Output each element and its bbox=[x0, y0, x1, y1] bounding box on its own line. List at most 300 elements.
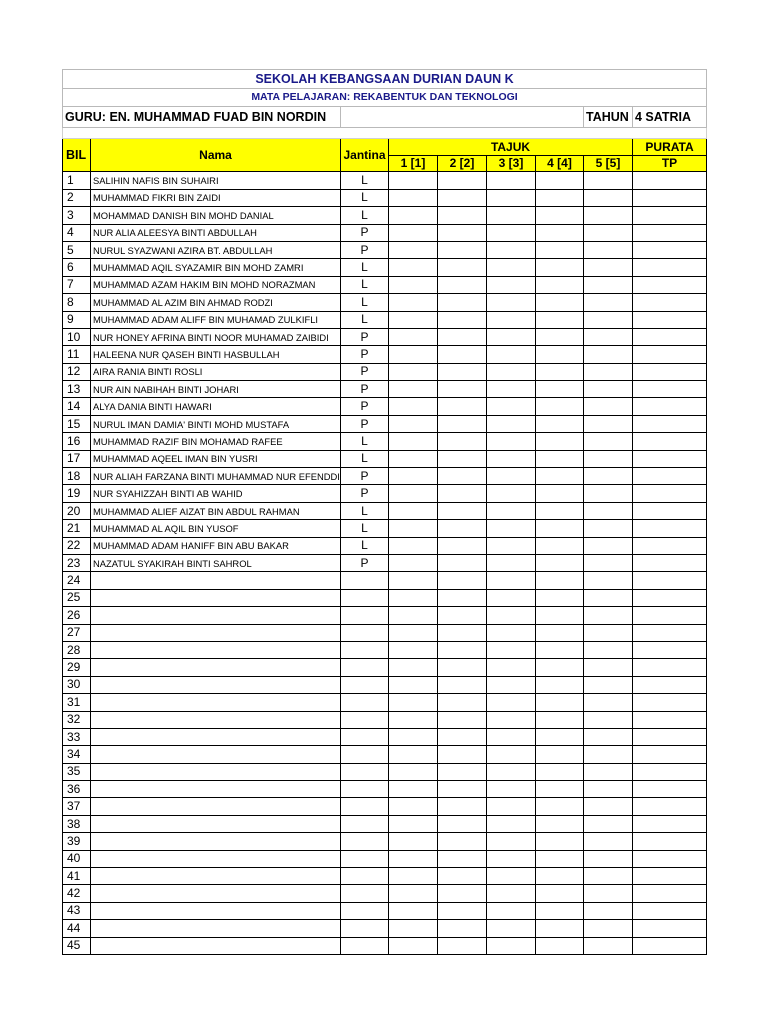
score-cell-tajuk-5[interactable] bbox=[584, 172, 633, 189]
score-cell-purata[interactable] bbox=[633, 902, 707, 919]
score-cell-tajuk-3[interactable] bbox=[487, 781, 536, 798]
score-cell-tajuk-1[interactable] bbox=[389, 328, 438, 345]
score-cell-tajuk-3[interactable] bbox=[487, 763, 536, 780]
score-cell-tajuk-4[interactable] bbox=[536, 468, 584, 485]
score-cell-tajuk-1[interactable] bbox=[389, 485, 438, 502]
score-cell-tajuk-3[interactable] bbox=[487, 381, 536, 398]
score-cell-tajuk-4[interactable] bbox=[536, 294, 584, 311]
score-cell-tajuk-5[interactable] bbox=[584, 868, 633, 885]
student-gender[interactable] bbox=[341, 624, 389, 641]
score-cell-tajuk-3[interactable] bbox=[487, 589, 536, 606]
student-name[interactable] bbox=[91, 885, 341, 902]
score-cell-tajuk-3[interactable] bbox=[487, 224, 536, 241]
score-cell-tajuk-3[interactable] bbox=[487, 833, 536, 850]
score-cell-tajuk-5[interactable] bbox=[584, 694, 633, 711]
score-cell-tajuk-3[interactable] bbox=[487, 241, 536, 258]
score-cell-tajuk-5[interactable] bbox=[584, 572, 633, 589]
score-cell-tajuk-4[interactable] bbox=[536, 259, 584, 276]
student-name[interactable] bbox=[91, 833, 341, 850]
score-cell-tajuk-4[interactable] bbox=[536, 398, 584, 415]
student-name[interactable]: HALEENA NUR QASEH BINTI HASBULLAH bbox=[91, 346, 341, 363]
score-cell-tajuk-2[interactable] bbox=[438, 589, 487, 606]
score-cell-purata[interactable] bbox=[633, 468, 707, 485]
student-name[interactable] bbox=[91, 607, 341, 624]
student-name[interactable] bbox=[91, 589, 341, 606]
score-cell-tajuk-2[interactable] bbox=[438, 537, 487, 554]
score-cell-purata[interactable] bbox=[633, 572, 707, 589]
score-cell-tajuk-4[interactable] bbox=[536, 920, 584, 937]
score-cell-tajuk-2[interactable] bbox=[438, 468, 487, 485]
score-cell-purata[interactable] bbox=[633, 502, 707, 519]
score-cell-tajuk-5[interactable] bbox=[584, 554, 633, 571]
student-name[interactable]: AIRA RANIA BINTI ROSLI bbox=[91, 363, 341, 380]
score-cell-tajuk-1[interactable] bbox=[389, 728, 438, 745]
score-cell-tajuk-3[interactable] bbox=[487, 659, 536, 676]
score-cell-tajuk-2[interactable] bbox=[438, 676, 487, 693]
student-name[interactable]: MUHAMMAD AL AQIL BIN YUSOF bbox=[91, 520, 341, 537]
student-name[interactable] bbox=[91, 937, 341, 954]
score-cell-purata[interactable] bbox=[633, 415, 707, 432]
student-gender[interactable]: L bbox=[341, 276, 389, 293]
score-cell-tajuk-2[interactable] bbox=[438, 607, 487, 624]
row-number[interactable]: 26 bbox=[63, 607, 91, 624]
student-gender[interactable]: P bbox=[341, 224, 389, 241]
score-cell-tajuk-3[interactable] bbox=[487, 346, 536, 363]
student-name[interactable]: MUHAMMAD ADAM HANIFF BIN ABU BAKAR bbox=[91, 537, 341, 554]
score-cell-tajuk-5[interactable] bbox=[584, 398, 633, 415]
score-cell-tajuk-4[interactable] bbox=[536, 381, 584, 398]
score-cell-tajuk-3[interactable] bbox=[487, 189, 536, 206]
student-gender[interactable]: L bbox=[341, 450, 389, 467]
score-cell-tajuk-2[interactable] bbox=[438, 694, 487, 711]
score-cell-tajuk-5[interactable] bbox=[584, 746, 633, 763]
score-cell-tajuk-1[interactable] bbox=[389, 798, 438, 815]
score-cell-purata[interactable] bbox=[633, 763, 707, 780]
score-cell-tajuk-1[interactable] bbox=[389, 241, 438, 258]
score-cell-tajuk-4[interactable] bbox=[536, 241, 584, 258]
score-cell-tajuk-2[interactable] bbox=[438, 328, 487, 345]
score-cell-tajuk-5[interactable] bbox=[584, 433, 633, 450]
student-gender[interactable]: L bbox=[341, 502, 389, 519]
score-cell-tajuk-5[interactable] bbox=[584, 311, 633, 328]
score-cell-tajuk-2[interactable] bbox=[438, 641, 487, 658]
score-cell-tajuk-3[interactable] bbox=[487, 676, 536, 693]
score-cell-tajuk-5[interactable] bbox=[584, 607, 633, 624]
student-name[interactable] bbox=[91, 798, 341, 815]
score-cell-tajuk-1[interactable] bbox=[389, 781, 438, 798]
row-number[interactable]: 35 bbox=[63, 763, 91, 780]
row-number[interactable]: 24 bbox=[63, 572, 91, 589]
score-cell-tajuk-1[interactable] bbox=[389, 833, 438, 850]
row-number[interactable]: 14 bbox=[63, 398, 91, 415]
score-cell-tajuk-5[interactable] bbox=[584, 259, 633, 276]
score-cell-tajuk-1[interactable] bbox=[389, 520, 438, 537]
score-cell-tajuk-5[interactable] bbox=[584, 937, 633, 954]
score-cell-tajuk-1[interactable] bbox=[389, 885, 438, 902]
row-number[interactable]: 38 bbox=[63, 815, 91, 832]
score-cell-tajuk-1[interactable] bbox=[389, 276, 438, 293]
score-cell-tajuk-2[interactable] bbox=[438, 937, 487, 954]
student-gender[interactable] bbox=[341, 937, 389, 954]
score-cell-tajuk-5[interactable] bbox=[584, 294, 633, 311]
score-cell-purata[interactable] bbox=[633, 676, 707, 693]
student-gender[interactable]: P bbox=[341, 363, 389, 380]
score-cell-tajuk-1[interactable] bbox=[389, 259, 438, 276]
score-cell-purata[interactable] bbox=[633, 833, 707, 850]
row-number[interactable]: 37 bbox=[63, 798, 91, 815]
score-cell-tajuk-2[interactable] bbox=[438, 224, 487, 241]
score-cell-tajuk-2[interactable] bbox=[438, 554, 487, 571]
student-gender[interactable] bbox=[341, 572, 389, 589]
student-name[interactable]: NUR ALIAH FARZANA BINTI MUHAMMAD NUR EFENDDI bbox=[91, 468, 341, 485]
score-cell-tajuk-2[interactable] bbox=[438, 398, 487, 415]
score-cell-tajuk-4[interactable] bbox=[536, 572, 584, 589]
score-cell-tajuk-3[interactable] bbox=[487, 937, 536, 954]
score-cell-purata[interactable] bbox=[633, 920, 707, 937]
score-cell-tajuk-3[interactable] bbox=[487, 850, 536, 867]
row-number[interactable]: 1 bbox=[63, 172, 91, 189]
score-cell-tajuk-4[interactable] bbox=[536, 346, 584, 363]
score-cell-tajuk-4[interactable] bbox=[536, 902, 584, 919]
row-number[interactable]: 34 bbox=[63, 746, 91, 763]
row-number[interactable]: 3 bbox=[63, 207, 91, 224]
score-cell-tajuk-2[interactable] bbox=[438, 850, 487, 867]
score-cell-tajuk-3[interactable] bbox=[487, 363, 536, 380]
student-name[interactable]: MUHAMMAD ADAM ALIFF BIN MUHAMAD ZULKIFLI bbox=[91, 311, 341, 328]
student-gender[interactable] bbox=[341, 659, 389, 676]
score-cell-tajuk-3[interactable] bbox=[487, 902, 536, 919]
student-gender[interactable] bbox=[341, 850, 389, 867]
student-gender[interactable] bbox=[341, 728, 389, 745]
score-cell-tajuk-4[interactable] bbox=[536, 276, 584, 293]
score-cell-tajuk-5[interactable] bbox=[584, 833, 633, 850]
score-cell-tajuk-1[interactable] bbox=[389, 607, 438, 624]
student-gender[interactable] bbox=[341, 589, 389, 606]
score-cell-tajuk-5[interactable] bbox=[584, 241, 633, 258]
score-cell-tajuk-2[interactable] bbox=[438, 572, 487, 589]
score-cell-tajuk-3[interactable] bbox=[487, 920, 536, 937]
score-cell-tajuk-5[interactable] bbox=[584, 381, 633, 398]
score-cell-tajuk-1[interactable] bbox=[389, 711, 438, 728]
score-cell-tajuk-1[interactable] bbox=[389, 763, 438, 780]
row-number[interactable]: 11 bbox=[63, 346, 91, 363]
score-cell-purata[interactable] bbox=[633, 537, 707, 554]
student-gender[interactable] bbox=[341, 798, 389, 815]
score-cell-tajuk-2[interactable] bbox=[438, 520, 487, 537]
score-cell-tajuk-5[interactable] bbox=[584, 798, 633, 815]
score-cell-tajuk-3[interactable] bbox=[487, 398, 536, 415]
score-cell-tajuk-3[interactable] bbox=[487, 537, 536, 554]
score-cell-purata[interactable] bbox=[633, 711, 707, 728]
score-cell-tajuk-3[interactable] bbox=[487, 328, 536, 345]
row-number[interactable]: 12 bbox=[63, 363, 91, 380]
score-cell-tajuk-4[interactable] bbox=[536, 798, 584, 815]
score-cell-tajuk-5[interactable] bbox=[584, 207, 633, 224]
score-cell-purata[interactable] bbox=[633, 937, 707, 954]
student-gender[interactable] bbox=[341, 676, 389, 693]
score-cell-tajuk-1[interactable] bbox=[389, 415, 438, 432]
score-cell-tajuk-4[interactable] bbox=[536, 885, 584, 902]
score-cell-tajuk-3[interactable] bbox=[487, 746, 536, 763]
student-name[interactable]: MUHAMMAD FIKRI BIN ZAIDI bbox=[91, 189, 341, 206]
score-cell-tajuk-3[interactable] bbox=[487, 624, 536, 641]
score-cell-purata[interactable] bbox=[633, 398, 707, 415]
score-cell-tajuk-4[interactable] bbox=[536, 607, 584, 624]
score-cell-tajuk-2[interactable] bbox=[438, 902, 487, 919]
row-number[interactable]: 10 bbox=[63, 328, 91, 345]
row-number[interactable]: 27 bbox=[63, 624, 91, 641]
student-name[interactable] bbox=[91, 815, 341, 832]
score-cell-purata[interactable] bbox=[633, 607, 707, 624]
score-cell-tajuk-1[interactable] bbox=[389, 346, 438, 363]
score-cell-tajuk-5[interactable] bbox=[584, 815, 633, 832]
student-gender[interactable] bbox=[341, 781, 389, 798]
score-cell-tajuk-5[interactable] bbox=[584, 781, 633, 798]
student-name[interactable] bbox=[91, 676, 341, 693]
row-number[interactable]: 22 bbox=[63, 537, 91, 554]
score-cell-tajuk-3[interactable] bbox=[487, 815, 536, 832]
score-cell-purata[interactable] bbox=[633, 868, 707, 885]
score-cell-tajuk-3[interactable] bbox=[487, 607, 536, 624]
score-cell-tajuk-1[interactable] bbox=[389, 433, 438, 450]
score-cell-tajuk-2[interactable] bbox=[438, 659, 487, 676]
score-cell-tajuk-4[interactable] bbox=[536, 833, 584, 850]
score-cell-purata[interactable] bbox=[633, 885, 707, 902]
score-cell-tajuk-2[interactable] bbox=[438, 311, 487, 328]
score-cell-tajuk-1[interactable] bbox=[389, 694, 438, 711]
score-cell-tajuk-5[interactable] bbox=[584, 676, 633, 693]
student-gender[interactable] bbox=[341, 920, 389, 937]
score-cell-tajuk-1[interactable] bbox=[389, 624, 438, 641]
row-number[interactable]: 20 bbox=[63, 502, 91, 519]
score-cell-tajuk-1[interactable] bbox=[389, 224, 438, 241]
score-cell-purata[interactable] bbox=[633, 207, 707, 224]
score-cell-tajuk-3[interactable] bbox=[487, 485, 536, 502]
score-cell-purata[interactable] bbox=[633, 259, 707, 276]
student-name[interactable]: MUHAMMAD AL AZIM BIN AHMAD RODZI bbox=[91, 294, 341, 311]
student-name[interactable]: NAZATUL SYAKIRAH BINTI SAHROL bbox=[91, 554, 341, 571]
score-cell-tajuk-1[interactable] bbox=[389, 815, 438, 832]
score-cell-tajuk-4[interactable] bbox=[536, 450, 584, 467]
student-name[interactable] bbox=[91, 746, 341, 763]
student-gender[interactable]: L bbox=[341, 520, 389, 537]
row-number[interactable]: 16 bbox=[63, 433, 91, 450]
score-cell-tajuk-2[interactable] bbox=[438, 502, 487, 519]
score-cell-tajuk-2[interactable] bbox=[438, 868, 487, 885]
student-name[interactable] bbox=[91, 902, 341, 919]
score-cell-purata[interactable] bbox=[633, 485, 707, 502]
student-name[interactable] bbox=[91, 711, 341, 728]
student-gender[interactable]: L bbox=[341, 537, 389, 554]
score-cell-purata[interactable] bbox=[633, 641, 707, 658]
row-number[interactable]: 45 bbox=[63, 937, 91, 954]
score-cell-tajuk-5[interactable] bbox=[584, 520, 633, 537]
score-cell-tajuk-4[interactable] bbox=[536, 641, 584, 658]
score-cell-purata[interactable] bbox=[633, 728, 707, 745]
student-gender[interactable]: L bbox=[341, 189, 389, 206]
score-cell-tajuk-5[interactable] bbox=[584, 920, 633, 937]
score-cell-tajuk-4[interactable] bbox=[536, 624, 584, 641]
score-cell-tajuk-4[interactable] bbox=[536, 554, 584, 571]
score-cell-tajuk-2[interactable] bbox=[438, 381, 487, 398]
score-cell-tajuk-2[interactable] bbox=[438, 485, 487, 502]
student-gender[interactable]: P bbox=[341, 381, 389, 398]
score-cell-tajuk-2[interactable] bbox=[438, 746, 487, 763]
score-cell-purata[interactable] bbox=[633, 172, 707, 189]
student-gender[interactable]: P bbox=[341, 485, 389, 502]
score-cell-tajuk-1[interactable] bbox=[389, 189, 438, 206]
score-cell-tajuk-1[interactable] bbox=[389, 207, 438, 224]
row-number[interactable]: 13 bbox=[63, 381, 91, 398]
score-cell-purata[interactable] bbox=[633, 589, 707, 606]
score-cell-tajuk-3[interactable] bbox=[487, 294, 536, 311]
score-cell-purata[interactable] bbox=[633, 346, 707, 363]
score-cell-tajuk-5[interactable] bbox=[584, 276, 633, 293]
row-number[interactable]: 42 bbox=[63, 885, 91, 902]
score-cell-purata[interactable] bbox=[633, 328, 707, 345]
score-cell-tajuk-1[interactable] bbox=[389, 937, 438, 954]
score-cell-tajuk-1[interactable] bbox=[389, 641, 438, 658]
score-cell-purata[interactable] bbox=[633, 450, 707, 467]
score-cell-tajuk-1[interactable] bbox=[389, 502, 438, 519]
score-cell-purata[interactable] bbox=[633, 746, 707, 763]
student-name[interactable]: MOHAMMAD DANISH BIN MOHD DANIAL bbox=[91, 207, 341, 224]
score-cell-tajuk-1[interactable] bbox=[389, 468, 438, 485]
score-cell-tajuk-1[interactable] bbox=[389, 294, 438, 311]
student-gender[interactable] bbox=[341, 694, 389, 711]
student-gender[interactable] bbox=[341, 885, 389, 902]
row-number[interactable]: 31 bbox=[63, 694, 91, 711]
student-gender[interactable]: P bbox=[341, 468, 389, 485]
score-cell-tajuk-5[interactable] bbox=[584, 415, 633, 432]
score-cell-tajuk-5[interactable] bbox=[584, 624, 633, 641]
student-gender[interactable]: P bbox=[341, 346, 389, 363]
score-cell-purata[interactable] bbox=[633, 294, 707, 311]
score-cell-tajuk-2[interactable] bbox=[438, 781, 487, 798]
score-cell-tajuk-4[interactable] bbox=[536, 728, 584, 745]
score-cell-purata[interactable] bbox=[633, 850, 707, 867]
score-cell-tajuk-5[interactable] bbox=[584, 502, 633, 519]
score-cell-tajuk-3[interactable] bbox=[487, 711, 536, 728]
score-cell-tajuk-2[interactable] bbox=[438, 833, 487, 850]
student-gender[interactable] bbox=[341, 746, 389, 763]
score-cell-tajuk-3[interactable] bbox=[487, 728, 536, 745]
score-cell-purata[interactable] bbox=[633, 224, 707, 241]
score-cell-purata[interactable] bbox=[633, 781, 707, 798]
score-cell-purata[interactable] bbox=[633, 189, 707, 206]
score-cell-tajuk-1[interactable] bbox=[389, 572, 438, 589]
row-number[interactable]: 33 bbox=[63, 728, 91, 745]
score-cell-tajuk-5[interactable] bbox=[584, 641, 633, 658]
score-cell-tajuk-2[interactable] bbox=[438, 363, 487, 380]
score-cell-tajuk-4[interactable] bbox=[536, 189, 584, 206]
score-cell-tajuk-4[interactable] bbox=[536, 224, 584, 241]
student-gender[interactable]: P bbox=[341, 415, 389, 432]
score-cell-tajuk-2[interactable] bbox=[438, 763, 487, 780]
student-name[interactable]: NURUL IMAN DAMIA' BINTI MOHD MUSTAFA bbox=[91, 415, 341, 432]
student-name[interactable]: MUHAMMAD AQEEL IMAN BIN YUSRI bbox=[91, 450, 341, 467]
row-number[interactable]: 21 bbox=[63, 520, 91, 537]
student-name[interactable]: NUR SYAHIZZAH BINTI AB WAHID bbox=[91, 485, 341, 502]
score-cell-tajuk-4[interactable] bbox=[536, 746, 584, 763]
row-number[interactable]: 17 bbox=[63, 450, 91, 467]
score-cell-tajuk-4[interactable] bbox=[536, 415, 584, 432]
student-name[interactable] bbox=[91, 728, 341, 745]
score-cell-tajuk-4[interactable] bbox=[536, 711, 584, 728]
student-name[interactable] bbox=[91, 659, 341, 676]
score-cell-tajuk-1[interactable] bbox=[389, 381, 438, 398]
row-number[interactable]: 18 bbox=[63, 468, 91, 485]
student-gender[interactable] bbox=[341, 763, 389, 780]
score-cell-tajuk-3[interactable] bbox=[487, 415, 536, 432]
score-cell-tajuk-2[interactable] bbox=[438, 798, 487, 815]
score-cell-tajuk-5[interactable] bbox=[584, 885, 633, 902]
score-cell-tajuk-3[interactable] bbox=[487, 554, 536, 571]
score-cell-tajuk-1[interactable] bbox=[389, 172, 438, 189]
score-cell-tajuk-4[interactable] bbox=[536, 311, 584, 328]
score-cell-tajuk-3[interactable] bbox=[487, 259, 536, 276]
score-cell-tajuk-4[interactable] bbox=[536, 433, 584, 450]
row-number[interactable]: 39 bbox=[63, 833, 91, 850]
score-cell-tajuk-4[interactable] bbox=[536, 485, 584, 502]
student-gender[interactable] bbox=[341, 868, 389, 885]
score-cell-tajuk-5[interactable] bbox=[584, 485, 633, 502]
score-cell-tajuk-3[interactable] bbox=[487, 311, 536, 328]
score-cell-tajuk-4[interactable] bbox=[536, 363, 584, 380]
score-cell-tajuk-2[interactable] bbox=[438, 189, 487, 206]
student-name[interactable] bbox=[91, 920, 341, 937]
row-number[interactable]: 9 bbox=[63, 311, 91, 328]
score-cell-tajuk-5[interactable] bbox=[584, 711, 633, 728]
student-gender[interactable]: P bbox=[341, 241, 389, 258]
student-name[interactable] bbox=[91, 868, 341, 885]
row-number[interactable]: 2 bbox=[63, 189, 91, 206]
score-cell-tajuk-1[interactable] bbox=[389, 311, 438, 328]
student-name[interactable]: ALYA DANIA BINTI HAWARI bbox=[91, 398, 341, 415]
score-cell-tajuk-2[interactable] bbox=[438, 241, 487, 258]
score-cell-purata[interactable] bbox=[633, 433, 707, 450]
score-cell-purata[interactable] bbox=[633, 624, 707, 641]
score-cell-tajuk-3[interactable] bbox=[487, 868, 536, 885]
score-cell-tajuk-4[interactable] bbox=[536, 694, 584, 711]
score-cell-tajuk-3[interactable] bbox=[487, 207, 536, 224]
score-cell-tajuk-3[interactable] bbox=[487, 450, 536, 467]
score-cell-purata[interactable] bbox=[633, 311, 707, 328]
score-cell-tajuk-4[interactable] bbox=[536, 172, 584, 189]
student-gender[interactable] bbox=[341, 711, 389, 728]
score-cell-tajuk-4[interactable] bbox=[536, 589, 584, 606]
row-number[interactable]: 29 bbox=[63, 659, 91, 676]
student-gender[interactable]: L bbox=[341, 433, 389, 450]
student-name[interactable]: NUR HONEY AFRINA BINTI NOOR MUHAMAD ZAIBIDI bbox=[91, 328, 341, 345]
score-cell-tajuk-2[interactable] bbox=[438, 624, 487, 641]
score-cell-tajuk-2[interactable] bbox=[438, 433, 487, 450]
score-cell-tajuk-4[interactable] bbox=[536, 207, 584, 224]
score-cell-tajuk-2[interactable] bbox=[438, 172, 487, 189]
score-cell-tajuk-1[interactable] bbox=[389, 659, 438, 676]
score-cell-tajuk-3[interactable] bbox=[487, 520, 536, 537]
student-gender[interactable]: L bbox=[341, 172, 389, 189]
score-cell-tajuk-3[interactable] bbox=[487, 468, 536, 485]
student-gender[interactable]: P bbox=[341, 554, 389, 571]
row-number[interactable]: 4 bbox=[63, 224, 91, 241]
score-cell-tajuk-3[interactable] bbox=[487, 572, 536, 589]
score-cell-tajuk-1[interactable] bbox=[389, 398, 438, 415]
score-cell-tajuk-3[interactable] bbox=[487, 433, 536, 450]
score-cell-tajuk-5[interactable] bbox=[584, 346, 633, 363]
score-cell-tajuk-4[interactable] bbox=[536, 815, 584, 832]
score-cell-tajuk-5[interactable] bbox=[584, 328, 633, 345]
